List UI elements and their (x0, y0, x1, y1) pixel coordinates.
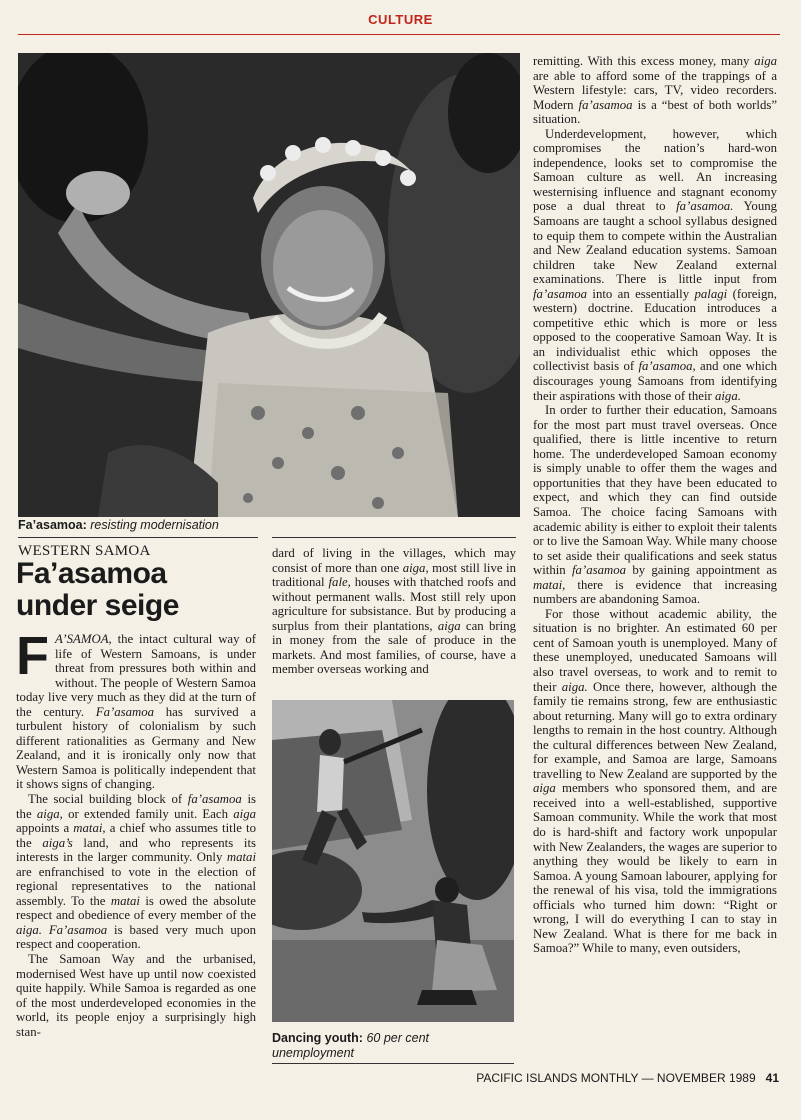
text-span: fale, (328, 575, 351, 590)
dancing-youth-illustration (272, 700, 514, 1022)
photo2-caption-italic: 60 per cent unemployment (272, 1031, 429, 1060)
dancing-youth-photo (272, 700, 514, 1022)
paragraph-8 (533, 607, 777, 956)
paragraph-1 (16, 626, 256, 792)
text-span: matai (226, 850, 256, 865)
paragraph-5 (533, 54, 777, 127)
text-span: fa’asamoa, (638, 359, 696, 374)
text-span: aiga (754, 54, 777, 68)
text-span: a chief who assumes title to the (16, 821, 256, 850)
text-span: Once there, however, although the family tie remains strong, few are enthusiastic about returning. Many will go to extra ordinary lengths to remain in the host country. Although the cultural differences between New Zealand, for example, and Samoa are large, Samoans travelling to New Zealand are supported by the (533, 679, 777, 781)
text-span: there is evidence that increasing numbers are abandoning Samoa. (533, 577, 777, 607)
text-span: appoints a (16, 821, 74, 836)
text-span: matai, (73, 821, 106, 836)
text-span: aiga. (561, 679, 588, 694)
text-span: fa’asamoa (187, 792, 242, 807)
paragraph-4 (272, 546, 516, 677)
text-span: dard of living in the villages, which may consist of more than one (272, 546, 516, 575)
text-span: is based very much upon respect and cooperation. (16, 922, 256, 952)
paragraph-6 (533, 127, 777, 403)
page-footer (476, 1071, 779, 1085)
text-span: A’SAMOA, (55, 632, 112, 646)
page-number: 41 (765, 1071, 779, 1085)
text-span: by gaining appointment as (626, 563, 777, 578)
text-span: aiga, (36, 806, 63, 821)
headline-line1: Fa’asamoa (16, 557, 167, 590)
text-span: fa’asamoa (572, 563, 627, 578)
paragraph-7 (533, 403, 777, 607)
text-span: fa’asamoa. (676, 199, 734, 214)
text-span: fa’asamoa (578, 97, 633, 112)
dancer-illustration (18, 53, 520, 517)
text-span: the intact cultural way of life of Western Samoans, is under threat from pressures both within and without. The people of Western Samoa today live very much as they did at the turn of the century. (16, 632, 256, 719)
text-span: aiga (533, 781, 556, 796)
text-span: (foreign, western) doctrine. Education introduces a competitive ethic which is more or less opposed to the cooperative Samoan Way. It is an individualist ethic which opposes the collectivist basis of (533, 286, 777, 374)
text-span: are enfranchised to vote in the election of regional representatives to the national assembly. To the (16, 864, 256, 908)
column-2 (272, 546, 516, 677)
photo1-caption-bold: Fa’asamoa: (18, 518, 87, 532)
text-span: The social building block of (28, 792, 188, 807)
paragraph-3: The Samoan Way and the urbanised, modernised West have up until now coexisted quite happily. While Samoa is regarded as one of the most underdeveloped economies in the world, its people enjoy a surprisingly high stan- (16, 952, 256, 1039)
text-span: matai, (533, 577, 566, 592)
header-rule (18, 34, 780, 35)
dancer-photo (18, 53, 520, 517)
text-span: aiga (233, 806, 256, 821)
headline-line2: under seige (16, 589, 179, 622)
photo2-caption-bold: Dancing youth: (272, 1031, 363, 1045)
text-span: aiga. (714, 388, 741, 403)
caption1-rule (18, 537, 258, 538)
text-span: aiga’s (42, 835, 73, 850)
article-headline (16, 558, 261, 622)
article-kicker: WESTERN SAMOA (18, 543, 151, 559)
text-span: has survived a turbulent history of colonialism by such different rationalities as Germany and New Zealand, and it is ironically only now that Western Samoa is politically independent that it shows signs of changing. (16, 704, 256, 792)
text-span: In order to further their education, Samoans for the most part must travel overseas. Once qualified, there is little incentive to return home. The underdeveloped Samoan economy is simply unable to offer them the wages and opportunities that they have been educated to expect, and which they can find outside Samoa. The choice facing Samoans with academic ability is either to exploit their talents or to live the Samoan Way. While many choose to set aside their qualifications and seek status within (533, 403, 777, 578)
text-span: Underdevelopment, however, which compromises the nation’s hard-won independence, looks set to compromise the Samoan culture as well. An increasing westernising influence and stagnant economy pose a dual threat to (533, 126, 777, 214)
text-span: are able to afford some of the trappings of a Western lifestyle: cars, TV, video recorders. Modern (533, 68, 777, 112)
text-span: into an essentially (587, 286, 695, 301)
text-span: aiga (437, 618, 461, 633)
text-span: remitting. With this excess money, many (533, 54, 755, 68)
text-span: matai (110, 893, 140, 908)
section-label: CULTURE (368, 12, 433, 27)
paragraph-2 (16, 792, 256, 952)
caption2-rule (272, 1063, 514, 1064)
text-span: can bring in money from the sale of produce in the markets. And most families, of course, have a member overseas working and (272, 618, 516, 677)
text-span: is the (16, 792, 256, 821)
photo2-caption (272, 1031, 514, 1061)
text-span: and one which discourages young Samoans from identifying their aspirations with those of their (533, 359, 777, 403)
text-span: land, and who represents its interests in the larger community. Only (16, 835, 256, 865)
text-span: For those without academic ability, the situation is no brighter. An estimated 60 per cent of Samoan youth is unemployed. Many of these unemployed, uneducated Samoans will also travel overseas, to work and to remit to their (533, 606, 777, 694)
photo1-caption-italic: resisting modernisation (90, 518, 219, 532)
text-span: members who sponsored them, and are received into a well-established, supportive Samoan community. While the work that most do is hard-shift and factory work unpopular with New Zealanders, the wages are superior to anything they would be likely to earn in Samoa. A young Samoan labourer, applying for the renewal of his visa, told the immigrations officials who turned him down: “Right or wrong, I will do everything I can to stay in New Zealand. What is there for me back in Samoa?” While to many, even outsiders, (533, 781, 777, 956)
text-span: fa’asamoa (533, 286, 588, 301)
text-span: aiga, (402, 560, 429, 575)
drop-cap: F (16, 626, 49, 686)
caption1-rule-right (272, 537, 516, 538)
publication-line: PACIFIC ISLANDS MONTHLY — NOVEMBER 1989 (476, 1071, 756, 1085)
text-span: Young Samoans are taught a school syllabus designed to equip them to compete within the Australian and New Zealand education systems. Samoan children take New Zealand external examinations. There is little input from (533, 199, 778, 287)
text-span: most still live in traditional (272, 560, 517, 590)
text-span: aiga. Fa’asamoa (16, 922, 108, 937)
text-span: houses with thatched roofs and without permanent walls. Most still rely upon agriculture for subsistance. But by producing a surplus from their plantations, (272, 575, 516, 633)
text-span: Fa’asamoa (95, 704, 155, 719)
text-span: palagi (694, 286, 728, 301)
photo1-caption (18, 518, 518, 533)
column-1 (16, 626, 256, 1039)
column-3 (533, 54, 777, 956)
text-span: or extended family unit. Each (62, 806, 234, 821)
text-span: is owed the absolute respect and obedience of every member of the (16, 893, 256, 923)
text-span: is a “best of both worlds” situation. (533, 97, 778, 127)
